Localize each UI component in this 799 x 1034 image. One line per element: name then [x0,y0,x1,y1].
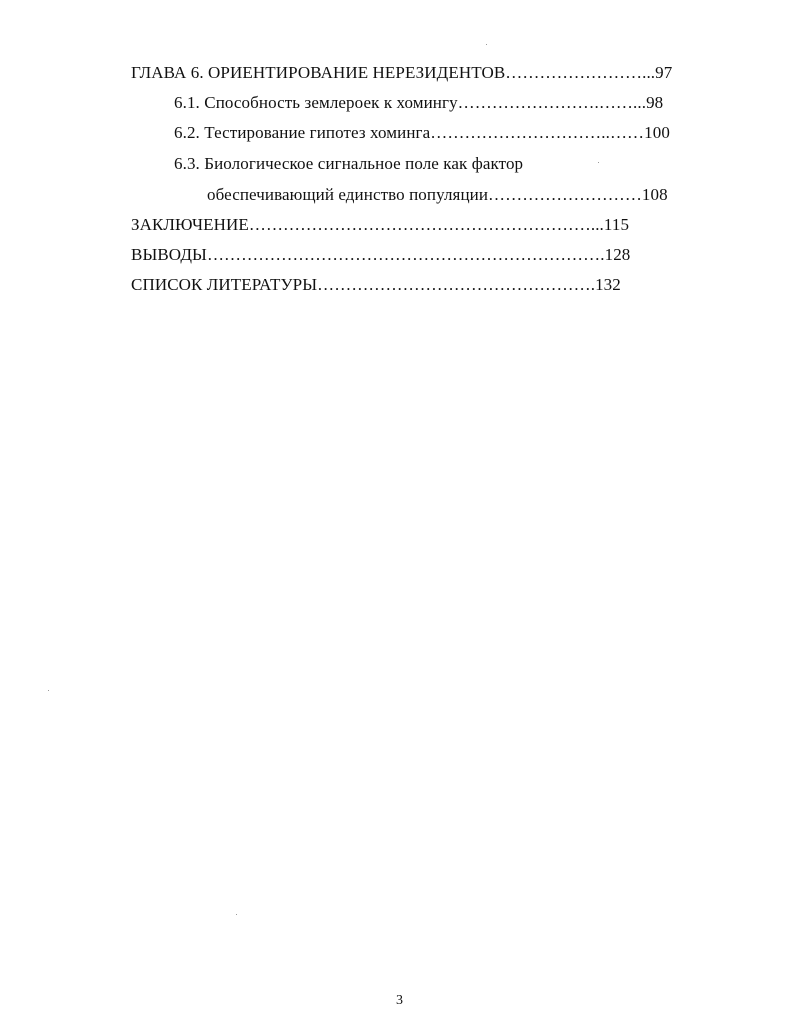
page-number: 3 [396,993,403,1008]
scan-speck [486,44,487,45]
scan-speck [236,914,237,915]
toc-entry-section-6-3-line-1: 6.3. Биологическое сигнальное поле как фактор [174,154,524,173]
toc-entry-conclusion: ЗАКЛЮЧЕНИЕ……………………………………………………...115 [131,215,630,234]
scan-speck [48,690,49,691]
toc-entry-references: СПИСОК ЛИТЕРАТУРЫ………………………………………….132 [131,275,621,294]
toc-entry-findings: ВЫВОДЫ…………………………………………………………….128 [131,245,631,264]
toc-entry-chapter-6: ГЛАВА 6. ОРИЕНТИРОВАНИЕ НЕРЕЗИДЕНТОВ……………………...97 [131,63,673,82]
toc-entry-section-6-1: 6.1. Способность землероек к хомингу…………………….……...98 [174,93,664,112]
toc-entry-section-6-2: 6.2. Тестирование гипотез хоминга…………………………..……100 [174,123,670,142]
scan-speck [598,162,599,163]
toc-entry-section-6-3-line-2: обеспечивающий единство популяции………………………108 [207,185,668,204]
